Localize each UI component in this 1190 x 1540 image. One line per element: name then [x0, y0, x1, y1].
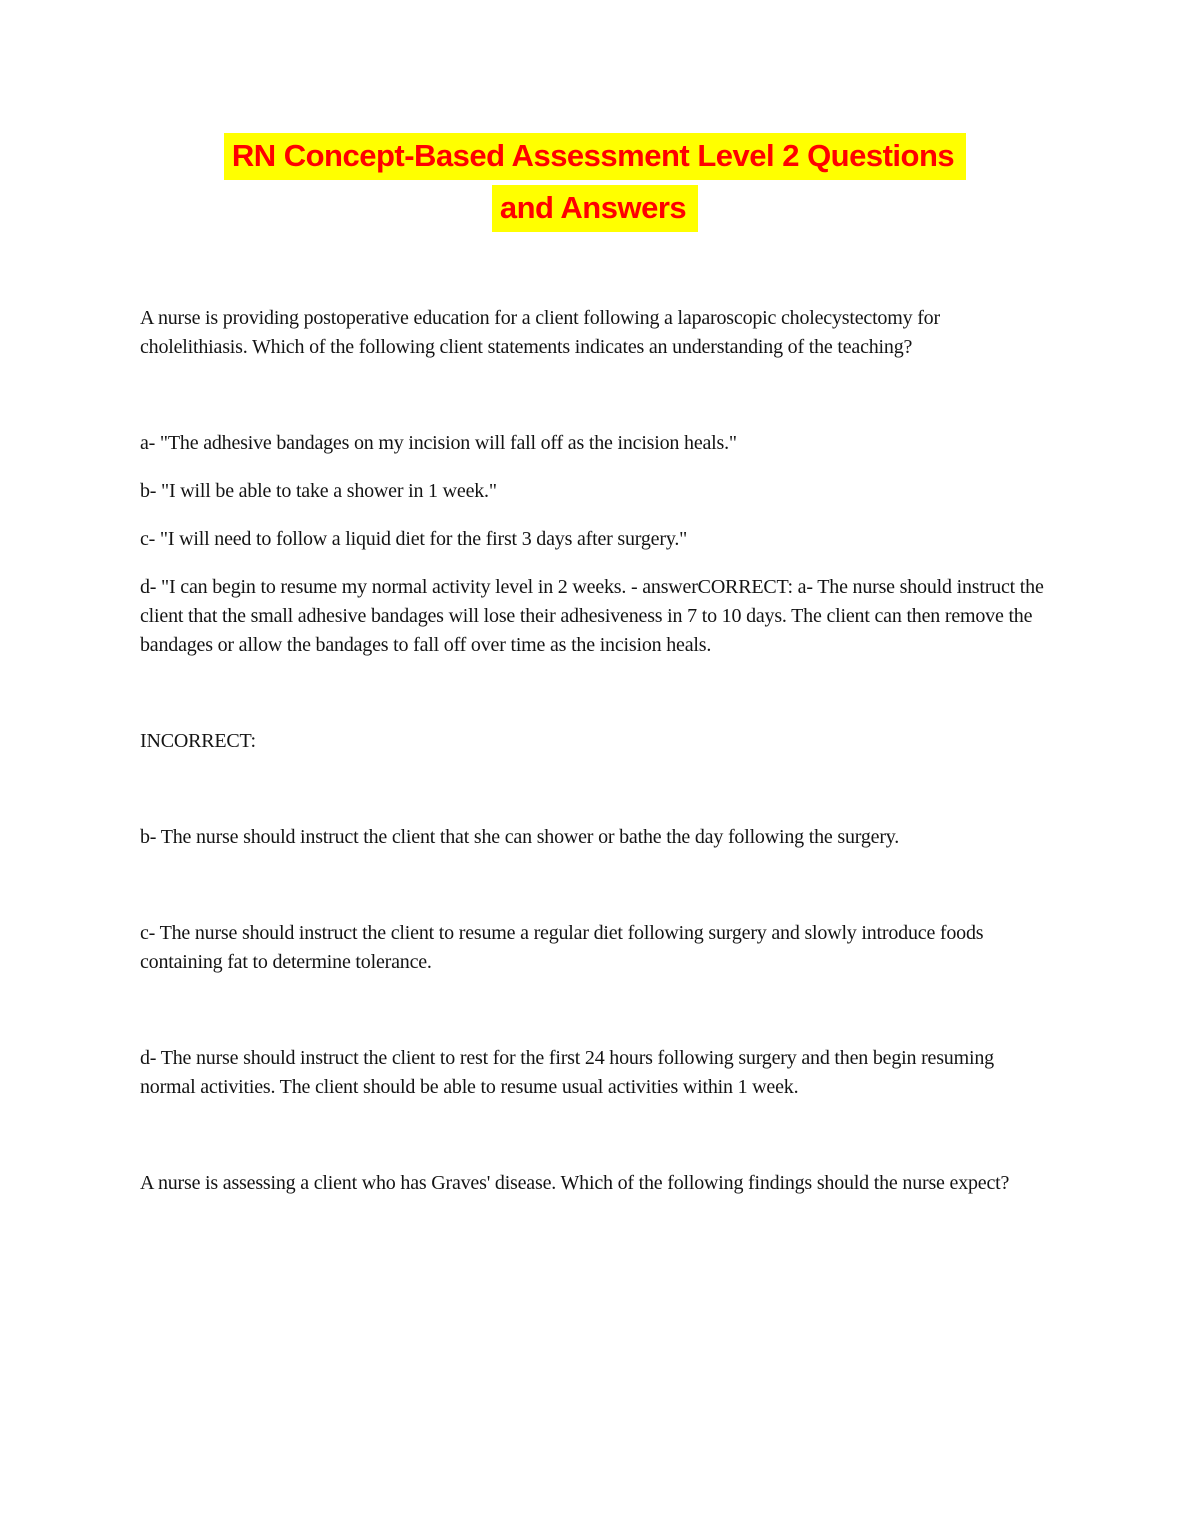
- document-body: [140, 256, 1050, 1198]
- blank-line: [140, 996, 1050, 1025]
- title-line-1-wrap: [140, 130, 1050, 182]
- title-line-2: and Answers: [492, 185, 698, 232]
- blank-line: [140, 381, 1050, 410]
- paragraph: d- The nurse should instruct the client to rest for the first 24 hours following surgery and then begin resuming normal activities. The client should be able to resume usual activities within 1 week.: [140, 1047, 994, 1098]
- paragraph: b- The nurse should instruct the client that she can shower or bathe the day following the surgery.: [140, 826, 900, 848]
- document-title: [140, 130, 1050, 234]
- paragraph: b- "I will be able to take a shower in 1 week.": [140, 480, 497, 502]
- paragraph: d- "I can begin to resume my normal activity level in 2 weeks. - answerCORRECT: a- The nurse should instruct the client that the small adhesive bandages will lose their adhesiveness in 7 to 10 days. The client can then remove the bandages or allow the bandages to fall off over time as the incision heals.: [140, 576, 1044, 656]
- paragraph: A nurse is assessing a client who has Graves' disease. Which of the following findings should the nurse expect?: [140, 1172, 1010, 1194]
- paragraph: a- "The adhesive bandages on my incision will fall off as the incision heals.": [140, 432, 737, 454]
- blank-line: [140, 871, 1050, 900]
- title-line-2-wrap: [140, 182, 1050, 234]
- paragraph: A nurse is providing postoperative education for a client following a laparoscopic cholecystectomy for cholelithiasis. Which of the following client statements indicates an understanding of the teaching?: [140, 307, 940, 358]
- blank-line: [140, 1121, 1050, 1150]
- blank-line: [140, 775, 1050, 804]
- paragraph: INCORRECT:: [140, 730, 256, 752]
- title-line-1: RN Concept-Based Assessment Level 2 Questions: [224, 133, 966, 180]
- paragraph: c- The nurse should instruct the client to resume a regular diet following surgery and slowly introduce foods containing fat to determine tolerance.: [140, 922, 984, 973]
- blank-line: [140, 256, 1050, 285]
- paragraph: c- "I will need to follow a liquid diet for the first 3 days after surgery.": [140, 528, 688, 550]
- blank-line: [140, 679, 1050, 708]
